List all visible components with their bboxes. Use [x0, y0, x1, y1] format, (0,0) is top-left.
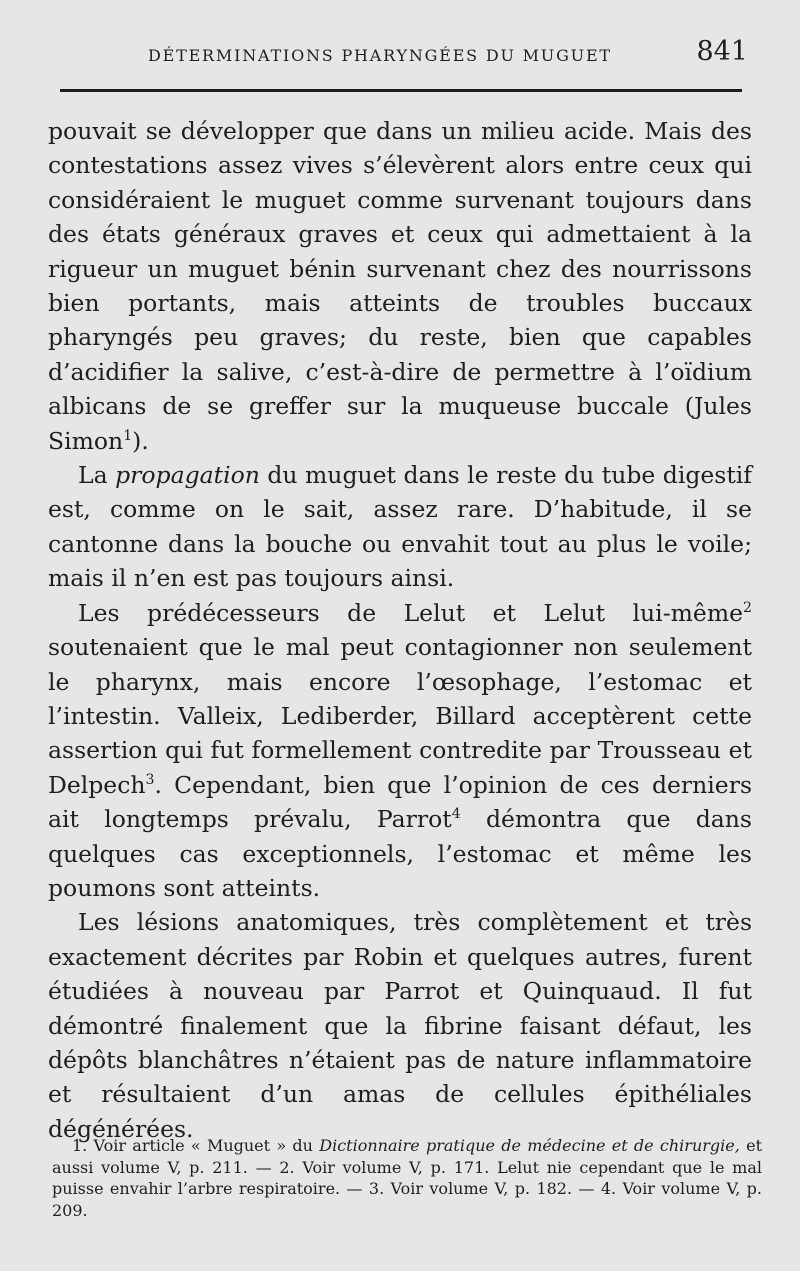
paragraph-2-rest: du muguet dans le reste du tube digestif est, comme on le sait, assez rare. D’habitude, il se cantonne dans la bouche ou envahit tout au plus le voile; mais il n’en est pas toujours ainsi. [48, 461, 753, 593]
footnote-block [52, 1135, 762, 1221]
header-rule [60, 89, 742, 92]
paragraph-3-part-a: Les prédécesseurs de Lelut et Lelut lui-même [78, 598, 744, 627]
paragraph-2 [48, 458, 752, 596]
footnote-ref-2: 2 [743, 599, 752, 616]
paragraph-4-text: Les lésions anatomiques, très complètement et très exactement décrites par Robin et quelques autres, furent étudiées à nouveau par Parrot et Quinquaud. Il fut démontré finalement que la fibrine faisant défaut, les dépôts blanchâtres n’étaient pas de nature inflammatoire et résultaient d’un amas de cellules épithéliales dégénérées. [48, 908, 752, 1143]
footnote-ref-3: 3 [145, 771, 155, 788]
paragraph-1-text: pouvait se développer que dans un milieu acide. Mais des contestations assez vives s’élevèrent alors entre ceux qui considéraient le muguet comme survenant toujours dans des états généraux graves et ceux qui admettaient à la rigueur un muguet bénin survenant chez des nourrissons bien portants, mais atteints de troubles buccaux pharyngés peu graves; du reste, bien que capables d’acidifier la salive, c’est-à-dire de permettre à l’oïdium albicans de se greffer sur la muqueuse buccale (Jules Simon [48, 117, 752, 455]
footnote-ref-4: 4 [451, 806, 461, 823]
paragraph-3-part-c: . Cependant, bien que l’opinion de ces derniers ait longtemps prévalu, Parrot [48, 770, 752, 834]
paragraph-4 [48, 905, 752, 1146]
running-title: DÉTERMINATIONS PHARYNGÉES DU MUGUET [148, 46, 612, 65]
paragraph-2-start: La [78, 461, 116, 490]
paragraph-1 [48, 114, 752, 458]
paragraph-3-part-b: soutenaient que le mal peut contagionner non seulement le pharynx, mais encore l’œsophage, l’estomac et l’intestin. Valleix, Lediberder, Billard acceptèrent cette assertion qui fut formellement contredite par Trousseau et Delpech [48, 633, 752, 799]
paragraph-3-part-d: démontra que dans quelques cas exceptionnels, l’estomac et même les poumons sont atteints. [48, 805, 752, 902]
footnote-ref-1: 1 [123, 427, 133, 444]
footnote-rest: et aussi volume V, p. 211. — 2. Voir volume V, p. 171. Lelut nie cependant que le mal puisse envahir l’arbre respiratoire. — 3. Voir volume V, p. 182. — 4. Voir volume V, p. 209. [52, 1136, 763, 1220]
page-header [48, 36, 752, 76]
paragraph-2-emphasis: propagation [115, 461, 260, 490]
footnotes [52, 1135, 762, 1221]
footnote-title: Dictionnaire pratique de médecine et de chirurgie, [319, 1136, 740, 1155]
paragraph-3 [48, 596, 752, 906]
paragraph-1-end: ). [132, 426, 149, 455]
body-text [48, 114, 752, 1146]
footnote-start: 1. Voir article « Muguet » du [72, 1136, 320, 1155]
page-number: 841 [696, 36, 748, 67]
